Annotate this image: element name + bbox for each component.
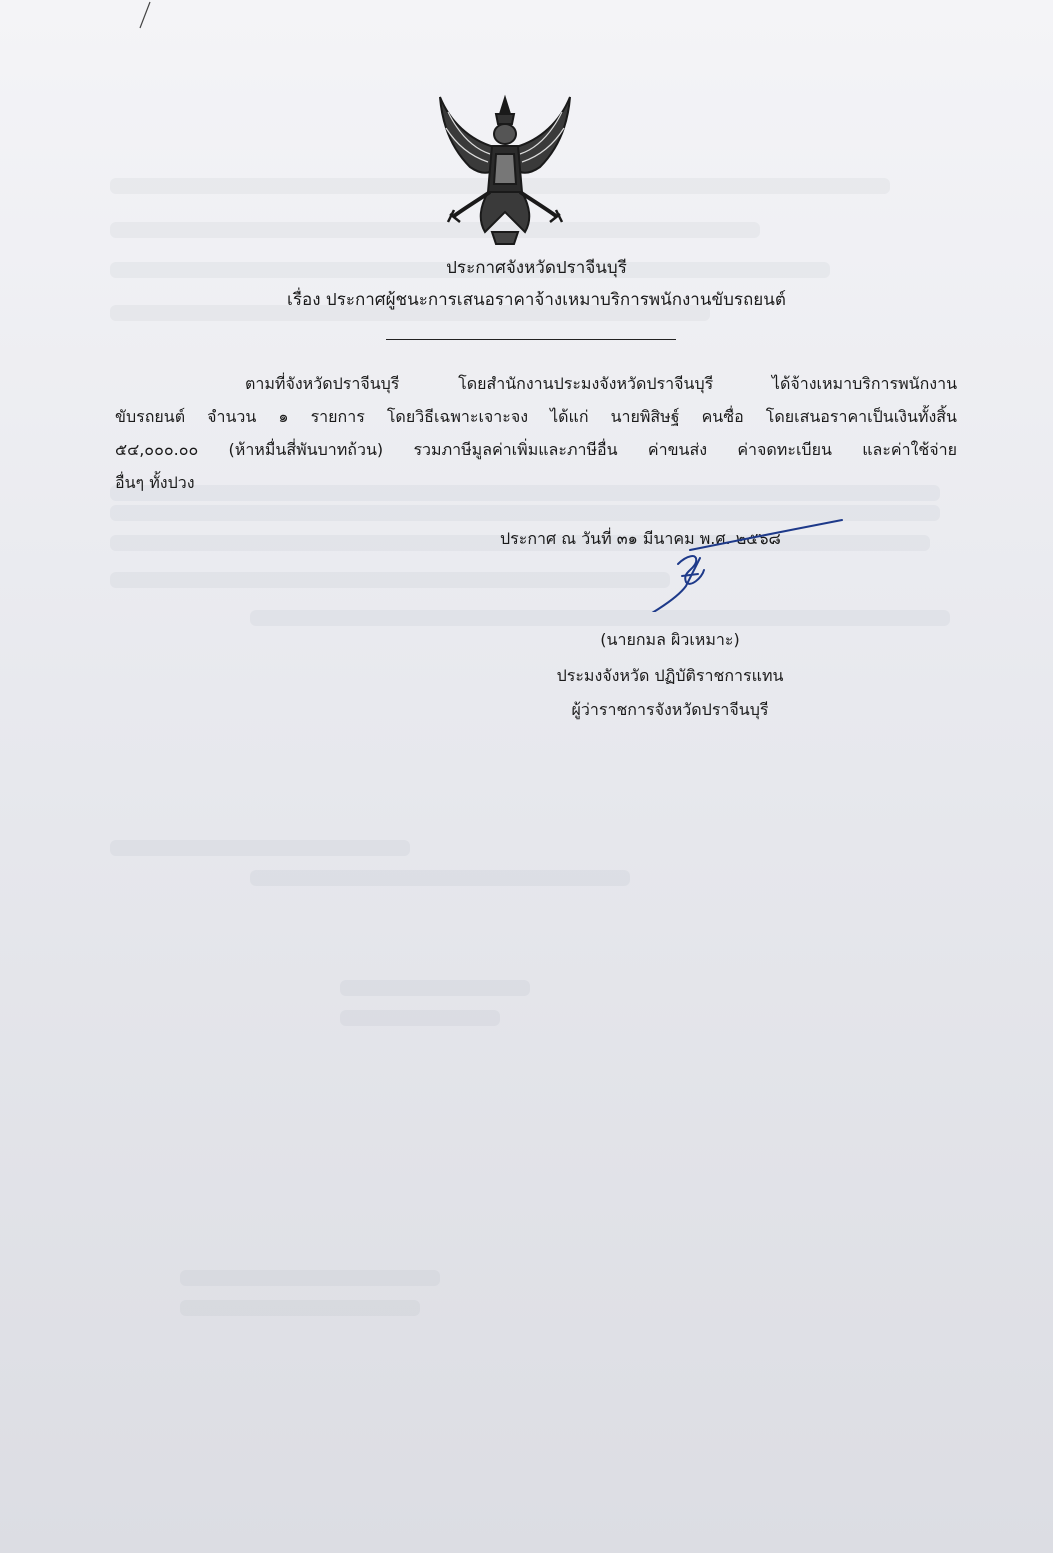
signer-position: ประมงจังหวัด ปฏิบัติราชการแทน — [556, 666, 784, 685]
announcement-body — [115, 367, 957, 499]
body-line: ตามที่จังหวัดปราจีนบุรี โดยสำนักงานประมงจังหวัดปราจีนบุรี ได้จ้างเหมาบริการพนักงาน — [245, 374, 957, 393]
title-divider — [386, 339, 676, 340]
body-line: ๕๔,๐๐๐.๐๐ (ห้าหมื่นสี่พันบาทถ้วน) รวมภาษีมูลค่าเพิ่มและภาษีอื่น ค่าขนส่ง ค่าจดทะเบียน และค่าใช้จ่าย — [115, 440, 957, 459]
signer-name: (นายกมล ผิวเหมาะ) — [600, 630, 740, 649]
announcement-subject: เรื่อง ประกาศผู้ชนะการเสนอราคาจ้างเหมาบริการพนักงานขับรถยนต์ — [287, 290, 786, 310]
handwritten-signature — [620, 512, 850, 612]
garuda-emblem — [430, 92, 580, 252]
signer-on-behalf: ผู้ว่าราชการจังหวัดปราจีนบุรี — [571, 700, 769, 719]
body-line: อื่นๆ ทั้งปวง — [115, 473, 195, 492]
announcement-issuer: ประกาศจังหวัดปราจีนบุรี — [446, 258, 627, 278]
body-line: ขับรถยนต์ จำนวน ๑ รายการ โดยวิธีเฉพาะเจาะจง ได้แก่ นายพิสิษฐ์ คนซื่อ โดยเสนอราคาเป็นเงินทั้งสิ้น — [115, 407, 957, 426]
announcement-date: ประกาศ ณ วันที่ ๓๑ มีนาคม พ.ศ. ๒๕๖๘ — [500, 529, 781, 548]
pen-mark — [110, 0, 170, 45]
